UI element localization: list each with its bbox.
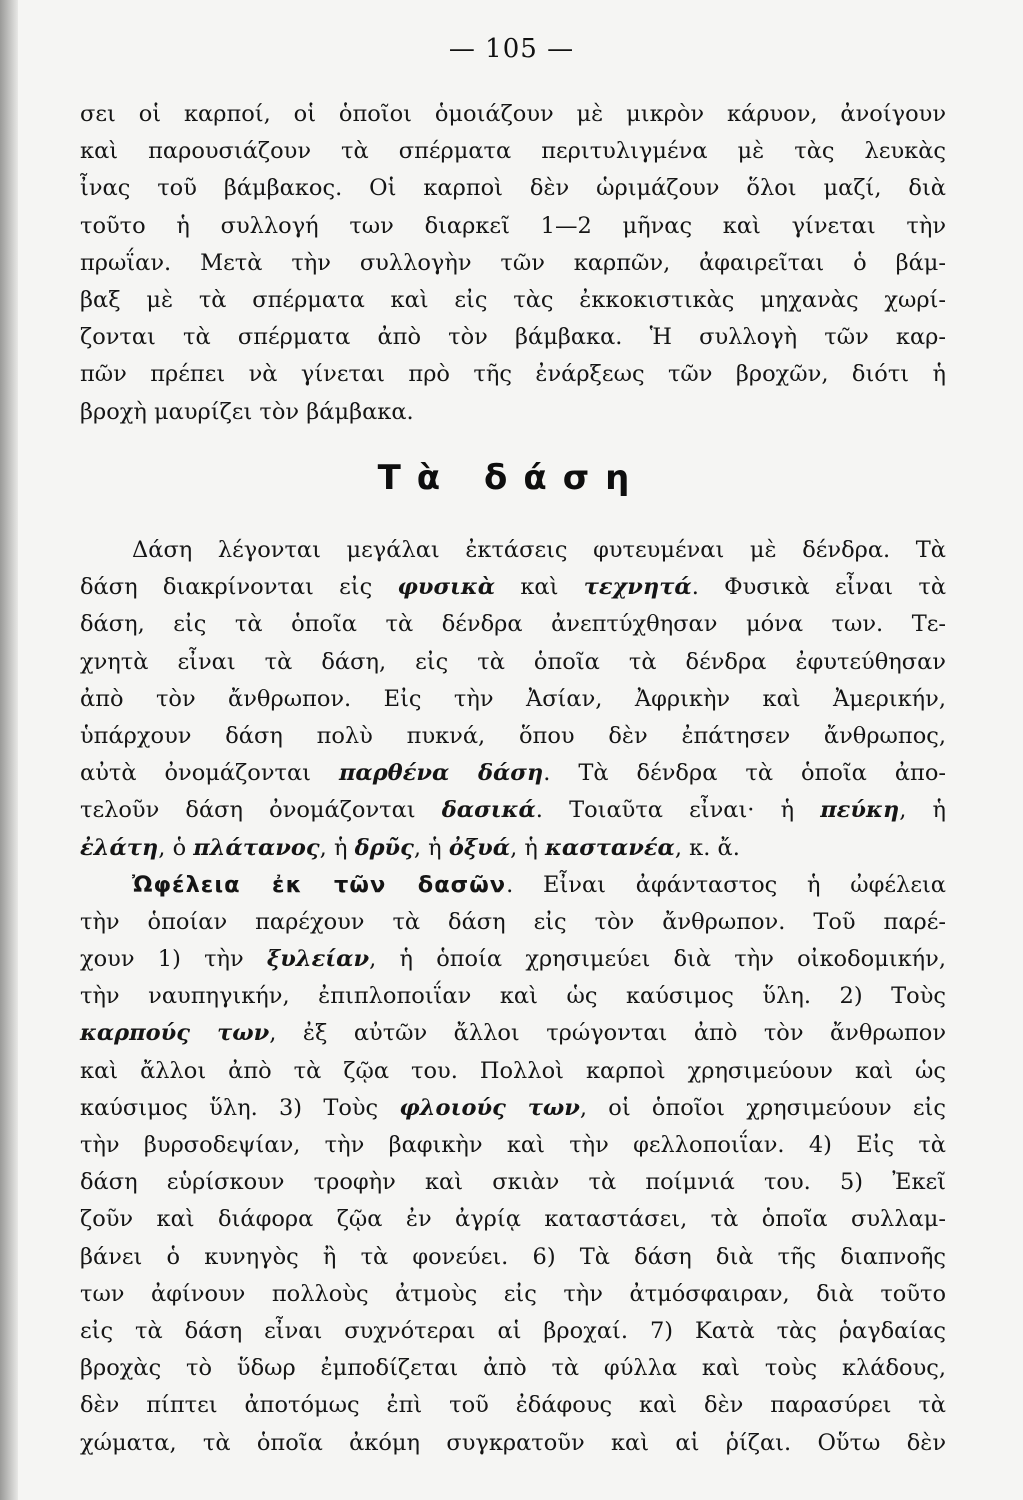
text-line: δάση, εἰς τὰ ὁποῖα τὰ δένδρα ἀνεπτύχθησαν μόνα των. Τε- (80, 611, 946, 638)
emphasis-term: καρπούς των (80, 1020, 270, 1047)
text-line: πῶν πρέπει νὰ γίνεται πρὸ τῆς ἐνάρξεως τῶν βροχῶν, διότι ἡ (80, 361, 946, 388)
text-line: ζονται τὰ σπέρματα ἀπὸ τὸν βάμβακα. Ἡ συλλογὴ τῶν καρ- (80, 324, 946, 351)
text-line: τοῦτο ἡ συλλογή των διαρκεῖ 1—2 μῆνας καὶ γίνεται τὴν (80, 212, 946, 239)
text-line: εἰς τὰ δάση εἶναι συχνότεραι αἱ βροχαί. 7) Κατὰ τὰς ῥαγδαίας (80, 1317, 946, 1344)
text-line: σει οἱ καρποί, οἱ ὁποῖοι ὁμοιάζουν μὲ μικρὸν κάρυον, ἀνοίγουν (80, 101, 946, 127)
text-line: καὶ ἄλλοι ἀπὸ τὰ ζῷα του. Πολλοὶ καρποὶ χρησιμεύουν καὶ ὡς (80, 1057, 946, 1084)
section-body (80, 532, 946, 1462)
text-line: πρωΐαν. Μετὰ τὴν συλλογὴν τῶν καρπῶν, ἀφαιρεῖται ὁ βάμ- (80, 249, 946, 276)
text-line: των ἀφίνουν πολλοὺς ἀτμοὺς εἰς τὴν ἀτμόσφαιραν, διὰ τοῦτο (80, 1280, 946, 1307)
text-line: Ὠφέλεια ἐκ τῶν δασῶν. Εἶναι ἀφάνταστος ἡ ὠφέλεια (132, 871, 946, 898)
text-line: ὑπάρχουν δάση πολὺ πυκνά, ὅπου δὲν ἐπάτησεν ἄνθρωπος, (80, 722, 946, 749)
emphasis-term: πλάτανος (193, 834, 320, 861)
text-line: βροχὴ μαυρίζει τὸν βάμβακα. (80, 398, 414, 425)
text-line: δάση εὑρίσκουν τροφὴν καὶ σκιὰν τὰ ποίμνιά του. 5) Ἐκεῖ (80, 1169, 946, 1196)
text-line: τὴν βυρσοδεψίαν, τὴν βαφικὴν καὶ τὴν φελλοποιΐαν. 4) Εἰς τὰ (80, 1132, 946, 1158)
subheading: Ὠφέλεια ἐκ τῶν δασῶν (132, 871, 507, 898)
text-line: Δάση λέγονται μεγάλαι ἐκτάσεις φυτευμέναι μὲ δένδρα. Τὰ (132, 537, 946, 563)
text-line: καὶ παρουσιάζουν τὰ σπέρματα περιτυλιγμένα μὲ τὰς λευκὰς (80, 138, 946, 165)
emphasis-term: ξυλείαν (266, 946, 370, 973)
page-binding-shadow (0, 0, 18, 1500)
emphasis-term: καστανέα (545, 834, 675, 861)
emphasis-term: φλοιούς των (399, 1094, 580, 1121)
top-paragraph (80, 96, 946, 431)
emphasis-term: ἐλάτη (80, 834, 159, 861)
text-line: ἀπὸ τὸν ἄνθρωπον. Εἰς τὴν Ἀσίαν, Ἀφρικὴν καὶ Ἀμερικήν, (80, 685, 946, 712)
text-line: ζοῦν καὶ διάφορα ζῷα ἐν ἀγρίᾳ καταστάσει, τὰ ὁποῖα συλλαμ- (80, 1206, 946, 1233)
emphasis-term: φυσικὰ (397, 574, 496, 601)
emphasis-term: τεχνητά (583, 574, 692, 601)
text-line: χώματα, τὰ ὁποῖα ἀκόμη συγκρατοῦν καὶ αἱ ῥίζαι. Οὕτω δὲν (80, 1429, 946, 1456)
text-line: δάση διακρίνονται εἰς φυσικὰ καὶ τεχνητά. Φυσικὰ εἶναι τὰ (80, 574, 947, 601)
section-title: Τὰ δάση (377, 458, 646, 498)
text-line: βροχὰς τὸ ὕδωρ ἐμποδίζεται ἀπὸ τὰ φύλλα καὶ τοὺς κλάδους, (80, 1355, 946, 1382)
text-line: χνητὰ εἶναι τὰ δάση, εἰς τὰ ὁποῖα τὰ δένδρα ἐφυτεύθησαν (80, 648, 946, 675)
emphasis-term: παρθένα δάση (338, 760, 544, 787)
text-line: καύσιμος ὕλη. 3) Τοὺς φλοιούς των, οἱ ὁποῖοι χρησιμεύουν εἰς (80, 1094, 946, 1121)
page-number: — 105 — (448, 34, 575, 64)
text-line: χουν 1) τὴν ξυλείαν, ἡ ὁποία χρησιμεύει διὰ τὴν οἰκοδομικήν, (80, 946, 946, 973)
text-line: ἐλάτη, ὁ πλάτανος, ἡ δρῦς, ἡ ὀξυά, ἡ καστανέα, κ. ἄ. (80, 834, 740, 861)
text-line: τὴν ναυπηγικήν, ἐπιπλοποιΐαν καὶ ὡς καύσιμος ὕλη. 2) Τοὺς (80, 983, 946, 1010)
text-line: δὲν πίπτει ἀποτόμως ἐπὶ τοῦ ἐδάφους καὶ δὲν παρασύρει τὰ (80, 1392, 946, 1419)
text-line: καρπούς των, ἐξ αὐτῶν ἄλλοι τρώγονται ἀπὸ τὸν ἄνθρωπον (80, 1020, 946, 1047)
text-line: τελοῦν δάση ὀνομάζονται δασικά. Τοιαῦτα εἶναι· ἡ πεύκη, ἡ (80, 797, 946, 824)
emphasis-term: ὀξυά (448, 834, 511, 861)
text-line: τὴν ὁποίαν παρέχουν τὰ δάση εἰς τὸν ἄνθρωπον. Τοῦ παρέ- (80, 908, 946, 935)
text-line: βάνει ὁ κυνηγὸς ἢ τὰ φονεύει. 6) Τὰ δάση διὰ τῆς διαπνοῆς (80, 1243, 946, 1270)
text-line: βαξ μὲ τὰ σπέρματα καὶ εἰς τὰς ἐκκοκιστικὰς μηχανὰς χωρί- (80, 286, 946, 313)
emphasis-term: δρῦς (354, 834, 414, 861)
emphasis-term: δασικά (441, 797, 536, 824)
text-line: ἶνας τοῦ βάμβακος. Οἱ καρποὶ δὲν ὡριμάζουν ὅλοι μαζί, διὰ (80, 175, 946, 202)
emphasis-term: πεύκη (820, 797, 900, 824)
text-line: αὐτὰ ὀνομάζονται παρθένα δάση. Τὰ δένδρα τὰ ὁποῖα ἀπο- (80, 760, 946, 787)
